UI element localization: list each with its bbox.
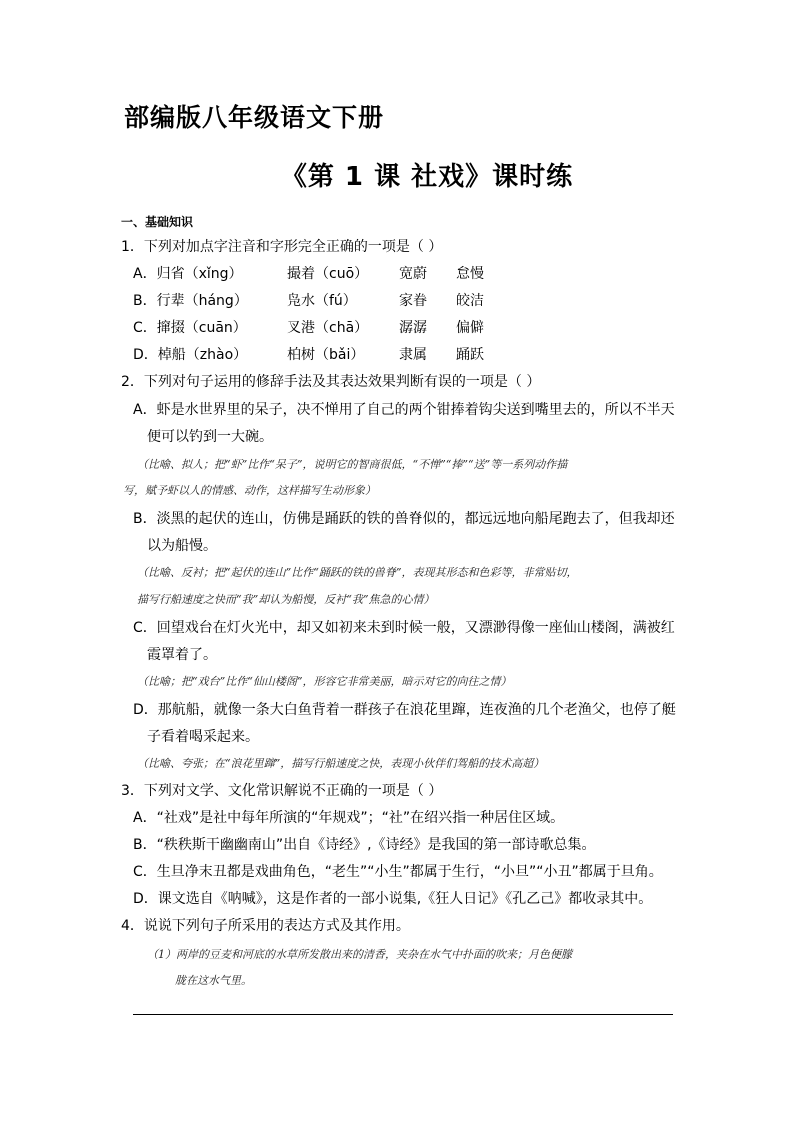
question-2-option-c: C．回望戏台在灯火光中，却又如初来未到时候一般，又漂渺得像一座仙山楼阁，满被红 [133, 620, 675, 636]
question-2-note-a: （比喻、拟人；把“虾”比作“呆子”，说明它的智商很低，“不惮”“捧”“送”等一系列动作描 [137, 458, 568, 471]
question-2-option-c-cont: 霞罩着了。 [147, 647, 217, 663]
question-2-stem: 2．下列对句子运用的修辞手法及其表达效果判断有误的一项是（ ） [121, 374, 541, 390]
question-1-stem: 1．下列对加点字注音和字形完全正确的一项是（ ） [121, 239, 443, 255]
question-3-option-b: B．“秩秩斯干幽幽南山”出自《诗经》,《诗经》是我国的第一部诗歌总集。 [133, 837, 596, 853]
question-2-note-a-cont: 写，赋予虾以人的情感、动作，这样描写生动形象） [123, 484, 376, 497]
question-4-stem: 4．说说下列句子所采用的表达方式及其作用。 [121, 918, 410, 934]
question-3-option-c: C．生旦净末丑都是戏曲角色，“老生”“小生”都属于生行，“小旦”“小丑”都属于旦角。 [133, 864, 663, 880]
question-2-note-d: （比喻、夸张；在“浪花里蹿”，描写行船速度之快，表现小伙伴们驾船的技术高超） [137, 757, 545, 770]
document-page: 部编版八年级语文下册 《第 1 课 社戏》课时练 一、基础知识 1．下列对加点字注音和字形完全正确的一项是（ ） A．归省（xǐng） 撮着（cuō） 宽蔚 怠慢 B．行辈（háng） 凫水（fú） 家眷 皎洁 C．撺掇（cuān） 叉港（chā） 潺潺 偏僻 D．棹船（zhào） 柏树（bǎi） 隶属 踊跃 2．下列对句子运用的修辞手法及其表达效果判断有误的一项是（ ） A．虾是水世界里的呆子，决不惮用了自己的两个钳捧着钩尖送到嘴里去的，所以不半天 便可以钓到一大碗。 （比喻、拟人；把“虾”比作“呆子”，说明它的智商很低，“不惮”“捧”“送”等一系列动作描 写，赋予虾以人的情感、动作，这样描写生动形象） B．淡黑的起伏的连山，仿佛是踊跃的铁的兽脊似的，都远远地向船尾跑去了，但我却还 以为船慢。 （比喻、反衬；把“起伏的连山”比作“踊跃的铁的兽脊”，表现其形态和色彩等，非常贴切， 描写行船速度之快而“我”却认为船慢，反衬“我”焦急的心情） C．回望戏台在灯火光中，却又如初来未到时候一般，又漂渺得像一座仙山楼阁，满被红 霞罩着了。 （比喻；把“戏台”比作“仙山楼阁”，形容它非常美丽，暗示对它的向往之情） D．那航船，就像一条大白鱼背着一群孩子在浪花里蹿，连夜渔的几个老渔父，也停了艇 子看着喝采起来。 （比喻、夸张；在“浪花里蹿”，描写行船速度之快，表现小伙伴们驾船的技术高超） 3．下列对文学、文化常识解说不正确的一项是（ ） A．“社戏”是社中每年所演的“年规戏”；“社”在绍兴指一种居住区域。 B．“秩秩斯干幽幽南山”出自《诗经》,《诗经》是我国的第一部诗歌总集。 C．生旦净末丑都是戏曲角色，“老生”“小生”都属于生行，“小旦”“小丑”都属于旦角。 D．课文选自《呐喊》，这是作者的一部小说集,《狂人日记》《孔乙己》都收录其中。 4．说说下列句子所采用的表达方式及其作用。 （1）两岸的豆麦和河底的水草所发散出来的清香，夹杂在水气中扑面的吹来；月色便朦 胧在这水气里。 [0, 0, 794, 1123]
question-3-stem: 3．下列对文学、文化常识解说不正确的一项是（ ） [121, 783, 443, 799]
question-2-note-b-cont: 描写行船速度之快而“我”却认为船慢，反衬“我”焦急的心情） [137, 593, 435, 606]
question-2-note-b: （比喻、反衬；把“起伏的连山”比作“踊跃的铁的兽脊”，表现其形态和色彩等，非常贴切， [137, 566, 578, 579]
question-2-option-d: D．那航船，就像一条大白鱼背着一群孩子在浪花里蹿，连夜渔的几个老渔父，也停了艇 [133, 702, 676, 718]
question-2-option-a-cont: 便可以钓到一大碗。 [147, 429, 273, 445]
question-2-option-b-cont: 以为船慢。 [147, 538, 217, 554]
question-3-option-d: D．课文选自《呐喊》，这是作者的一部小说集,《狂人日记》《孔乙己》都收录其中。 [133, 891, 653, 907]
question-4-sentence-1-cont: 胧在这水气里。 [175, 974, 252, 987]
question-3-option-a: A．“社戏”是社中每年所演的“年规戏”；“社”在绍兴指一种居住区域。 [133, 810, 565, 826]
question-2-option-a: A．虾是水世界里的呆子，决不惮用了自己的两个钳捧着钩尖送到嘴里去的，所以不半天 [133, 402, 675, 418]
question-2-note-c: （比喻；把“戏台”比作“仙山楼阁”，形容它非常美丽，暗示对它的向往之情） [137, 675, 512, 688]
question-2-option-b: B．淡黑的起伏的连山，仿佛是踊跃的铁的兽脊似的，都远远地向船尾跑去了，但我却还 [133, 511, 675, 527]
question-2-option-d-cont: 子看着喝采起来。 [147, 729, 259, 745]
question-4-sentence-1: （1）两岸的豆麦和河底的水草所发散出来的清香，夹杂在水气中扑面的吹来；月色便朦 [147, 948, 572, 961]
section-heading: 一、基础知识 [121, 215, 194, 229]
answer-line [133, 1014, 673, 1015]
lesson-title: 《第 1 课 社戏》课时练 [280, 162, 574, 192]
document-title: 部编版八年级语文下册 [124, 103, 385, 132]
